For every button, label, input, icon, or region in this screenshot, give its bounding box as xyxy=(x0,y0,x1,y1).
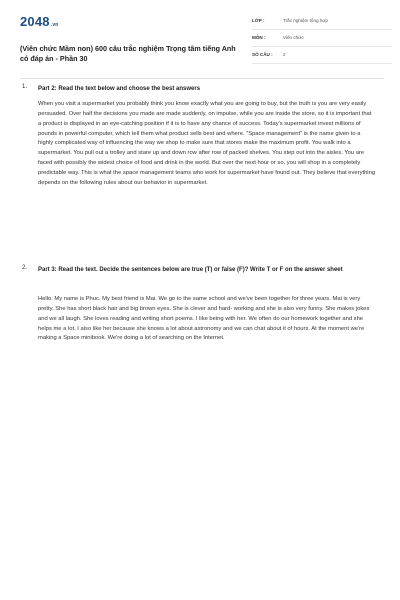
meta-value: Viên chức xyxy=(283,35,304,40)
meta-row-question-count xyxy=(252,50,392,64)
question-title: Part 2: Read the text below and choose the best answers xyxy=(38,86,201,92)
meta-value: 2 xyxy=(283,52,286,57)
logo-suffix: .vn xyxy=(50,22,59,28)
meta-row-subject xyxy=(252,33,392,47)
document-title: (Viên chức Mầm non) 600 câu trắc nghiệm Trọng tâm tiếng Anh có đáp án - Phần 30 xyxy=(20,44,236,63)
question-number: 1. xyxy=(22,84,28,90)
question-passage: When you visit a supermarket you probably think you know exactly what you are going to buy, but the truth is you are very easily persuaded. Over half the decisions you made are made suddenly, on impulse, while you are inside the store, so it is important that a product is displayed in an eye-catching position if it is to have any chance of success. Today's supermarket invest millions of pounds in powerful computer, which tell them what product sells best and where. "Space management" is the name given to a highly complicated way of influencing the way we shop to make sure that stores make the maximum profit. You walk into a supermarket. You pull out a trolley and stare up and down row after row of packed shelves. You step out into the aisles. You are faced with possibly the widest choice of food and drink in the world. But over the next hour or so, you will shop in a completely predictable way. This is what the space management teams who work for supermarket have found out. They believe that everything depends on the following rules about our behavior in supermarket. xyxy=(38,101,376,186)
question-passage: Hello. My name is Phuc. My best friend is Mai. We go to the same school and we've been together for three years. Mai is very pretty. She has short black hair and big brown eyes. She is clever and hard- working and she is also very funny. She makes jokes and we all laugh. She loves reading and writing short poems. I like being with her. We often do our homework together and she helps me a lot. I also like her because she knows a lot about astronomy and we can chat about it of hours. At the moment we're making a Space minibook. We're doing a lot of searching on the Internet. xyxy=(38,296,370,342)
question-number: 2. xyxy=(22,265,28,271)
meta-label: LỚP : xyxy=(252,18,265,23)
header-divider xyxy=(20,78,384,79)
meta-value: Trắc nghiệm tổng hợp xyxy=(283,18,328,23)
site-logo[interactable] xyxy=(20,14,59,29)
question-title: Part 3: Read the text. Decide the sentences below are true (T) or false (F)? Write T or F on the answer sheet xyxy=(38,267,343,273)
document-meta xyxy=(252,16,392,67)
meta-label: MÔN : xyxy=(252,35,266,40)
meta-label: SỐ CÂU : xyxy=(252,52,273,57)
meta-row-class xyxy=(252,16,392,30)
logo-main: 2048 xyxy=(20,14,50,29)
